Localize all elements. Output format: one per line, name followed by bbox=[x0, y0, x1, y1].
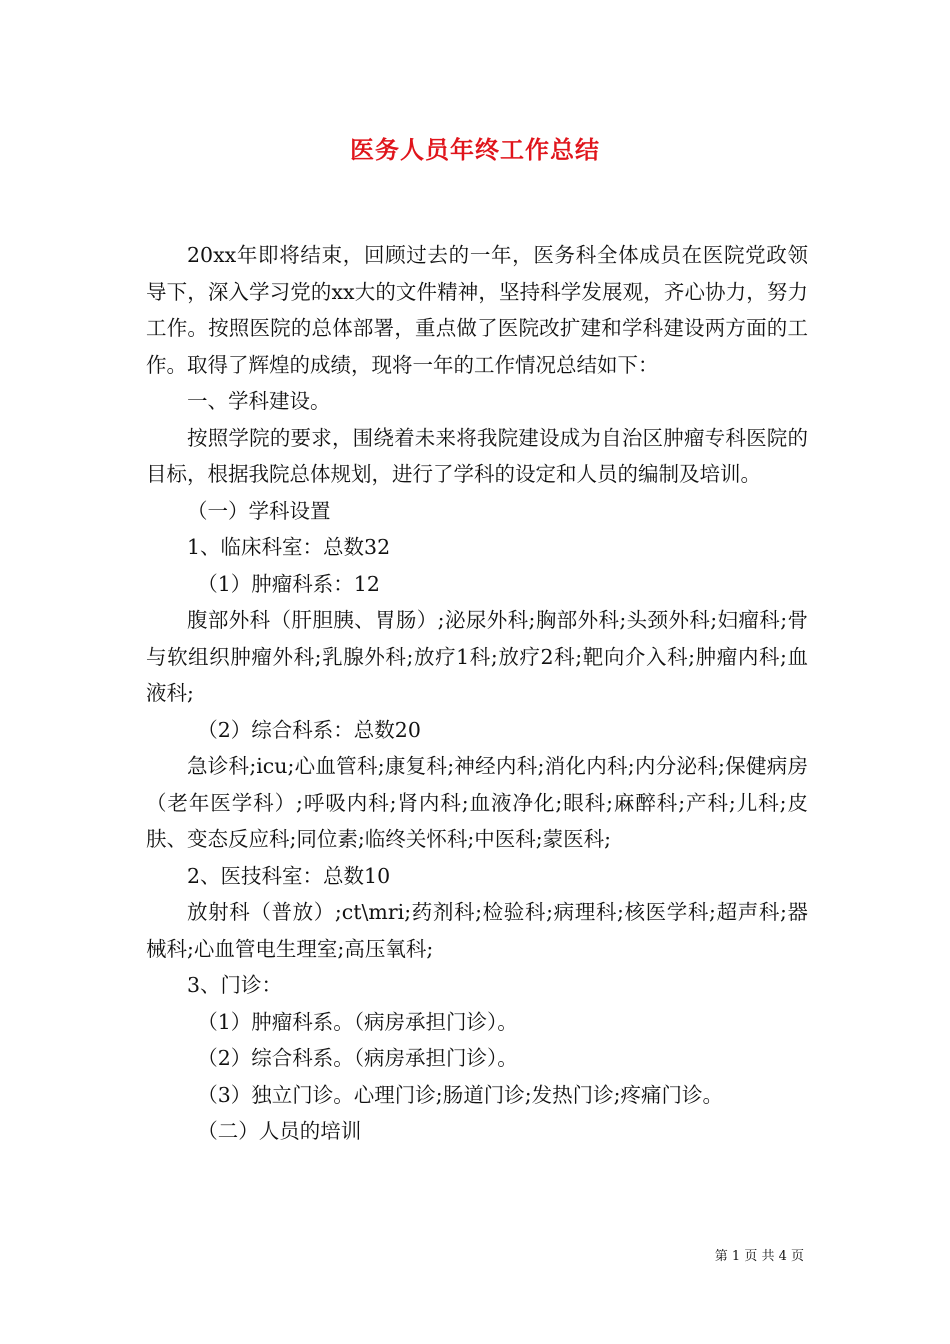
list-item-oncology: （1）肿瘤科系：12 bbox=[197, 571, 380, 596]
subsection-heading-setup: （一）学科设置 bbox=[187, 498, 331, 523]
list-item-outpatient-oncology: （1）肿瘤科系。（病房承担门诊）。 bbox=[197, 1009, 518, 1034]
paragraph-discipline-plan: 按照学院的要求，围绕着未来将我院建设成为自治区肿瘤专科医院的目标，根据我院总体规划，进行了学科的设定和人员的编制及培训。 bbox=[146, 425, 808, 486]
paragraph-medtech-depts: 放射科（普放）;ct\mri;药剂科;检验科;病理科;核医学科;超声科;器械科;心血管电生理室;高压氧科; bbox=[146, 900, 808, 961]
page-number-footer: 第 1 页 共 4 页 bbox=[714, 1249, 804, 1264]
list-item-outpatient-general: （2）综合科系。（病房承担门诊）。 bbox=[197, 1046, 518, 1070]
subsection-heading-training: （二）人员的培训 bbox=[197, 1119, 362, 1143]
list-item-clinical: 1、临床科室：总数32 bbox=[187, 535, 391, 559]
list-item-outpatient: 3、门诊： bbox=[187, 973, 283, 997]
list-item-medtech: 2、医技科室：总数10 bbox=[187, 863, 391, 888]
paragraph-general-depts: 急诊科;icu;心血管科;康复科;神经内科;消化内科;内分泌科;保健病房（老年医学科）;呼吸内科;肾内科;血液净化;眼科;麻醉科;产科;儿科;皮肤、变态反应科;同位素;临终关怀科;中医科;蒙医科; bbox=[146, 754, 808, 851]
list-item-general: （2）综合科系：总数20 bbox=[197, 717, 421, 742]
document-title: 医务人员年终工作总结 bbox=[350, 135, 600, 164]
section-heading-discipline: 一、学科建设。 bbox=[187, 389, 331, 413]
paragraph-intro: 20xx年即将结束，回顾过去的一年，医务科全体成员在医院党政领导下，深入学习党的xx大的文件精神，坚持科学发展观，齐心协力，努力工作。按照医院的总体部署，重点做了医院改扩建和学科建设两方面的工作。取得了辉煌的成绩，现将一年的工作情况总结如下： bbox=[146, 243, 808, 377]
paragraph-oncology-depts: 腹部外科（肝胆胰、胃肠）;泌尿外科;胸部外科;头颈外科;妇瘤科;骨与软组织肿瘤外科;乳腺外科;放疗1科;放疗2科;靶向介入科;肿瘤内科;血液科; bbox=[146, 608, 808, 705]
list-item-outpatient-independent: （3）独立门诊。心理门诊;肠道门诊;发热门诊;疼痛门诊。 bbox=[197, 1082, 724, 1107]
document-body bbox=[146, 237, 808, 1150]
